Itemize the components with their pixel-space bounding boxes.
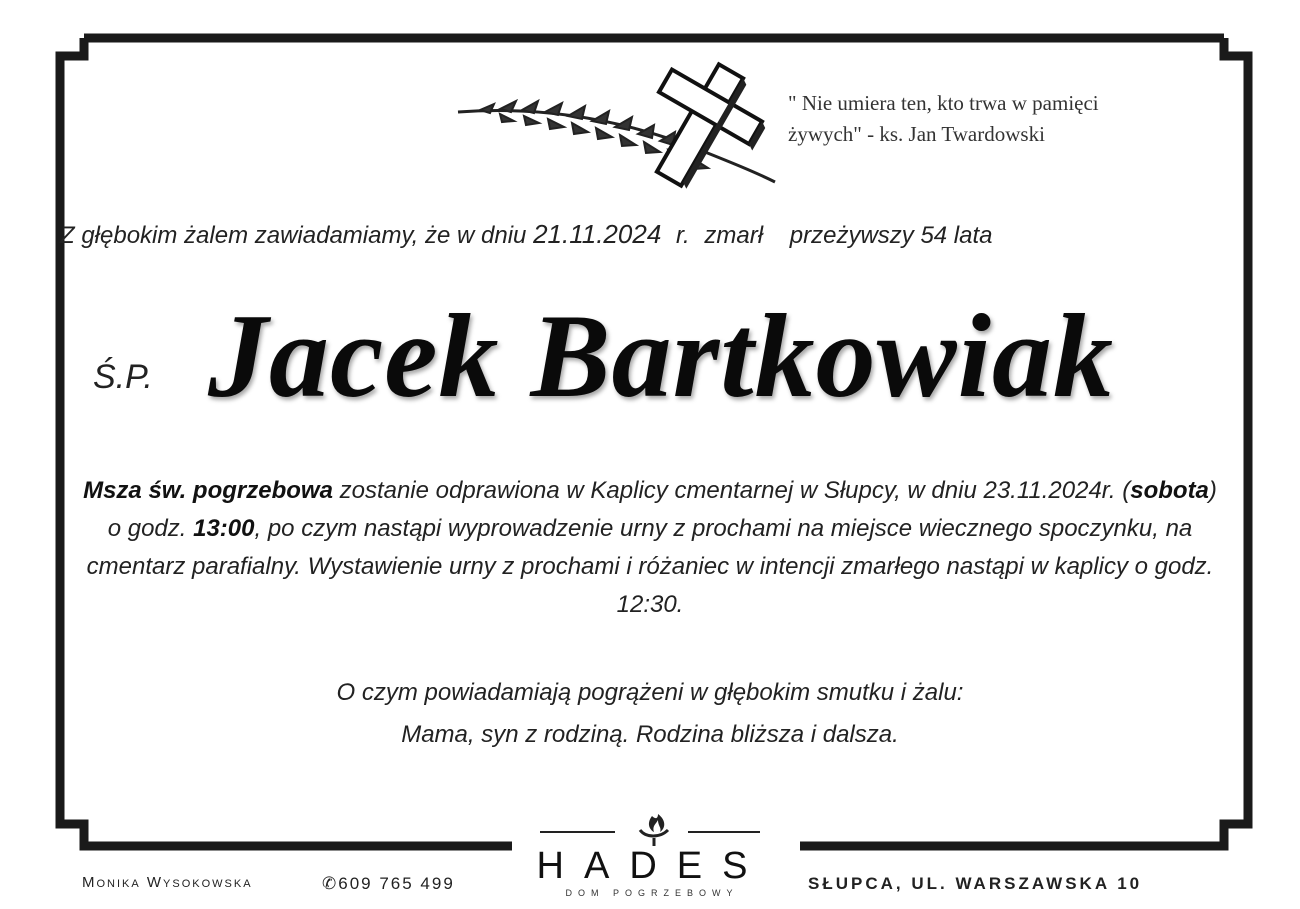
logo-name: HADES — [536, 845, 768, 887]
funeral-details — [80, 472, 1220, 624]
death-date: 21.11.2024 — [533, 219, 662, 249]
flame-icon — [640, 814, 668, 846]
intro-text: Z głębokim żalem zawiadamiamy, że w dniu — [60, 222, 527, 249]
address: SŁUPCA, UL. WARSZAWSKA 10 — [808, 874, 1143, 893]
mass-label: Msza św. pogrzebowa — [83, 477, 333, 504]
hades-logo-graphic — [540, 814, 760, 846]
logo-subtitle: DOM POGRZEBOWY — [565, 888, 739, 898]
sp-prefix: Ś.P. — [93, 358, 153, 396]
age-text: przeżywszy 54 lata — [789, 222, 993, 249]
mass-day: sobota — [1130, 477, 1209, 504]
mass-text-1: zostanie odprawiona w Kaplicy cmentarnej w Słupcy, w dniu 23.11.2024r. ( — [332, 477, 1131, 504]
contact-name: Monika Wysokowska — [82, 874, 253, 891]
closing-line-1: O czym powiadamiają pogrążeni w głębokim smutku i żalu: — [336, 679, 964, 706]
mass-text-2: ) o godz. — [107, 477, 1217, 542]
mass-text-3: , po czym nastąpi wyprowadzenie urny z prochami na miejsce wiecznego spoczynku, na cmentarz parafialny. Wystawienie urny z prochami i różaniec w intencji zmarłego nastąpi w kaplicy o godz. 12:30. — [86, 515, 1214, 618]
deceased-name: Jacek Bartkowiak — [208, 289, 1114, 422]
mass-time: 13:00 — [193, 515, 255, 542]
died-word: zmarł — [704, 222, 764, 249]
closing-line-2: Mama, syn z rodziną. Rodzina bliższa i dalsza. — [401, 721, 899, 748]
quote-text: " Nie umiera ten, kto trwa w pamięci żywych" - ks. Jan Twardowski — [788, 91, 1099, 146]
closing-block — [80, 672, 1220, 756]
announcement-line — [60, 212, 1250, 258]
cross-with-palm-icon — [458, 45, 781, 207]
contact-phone: ✆609 765 499 — [322, 874, 455, 893]
year-abbrev: r. — [675, 222, 690, 249]
